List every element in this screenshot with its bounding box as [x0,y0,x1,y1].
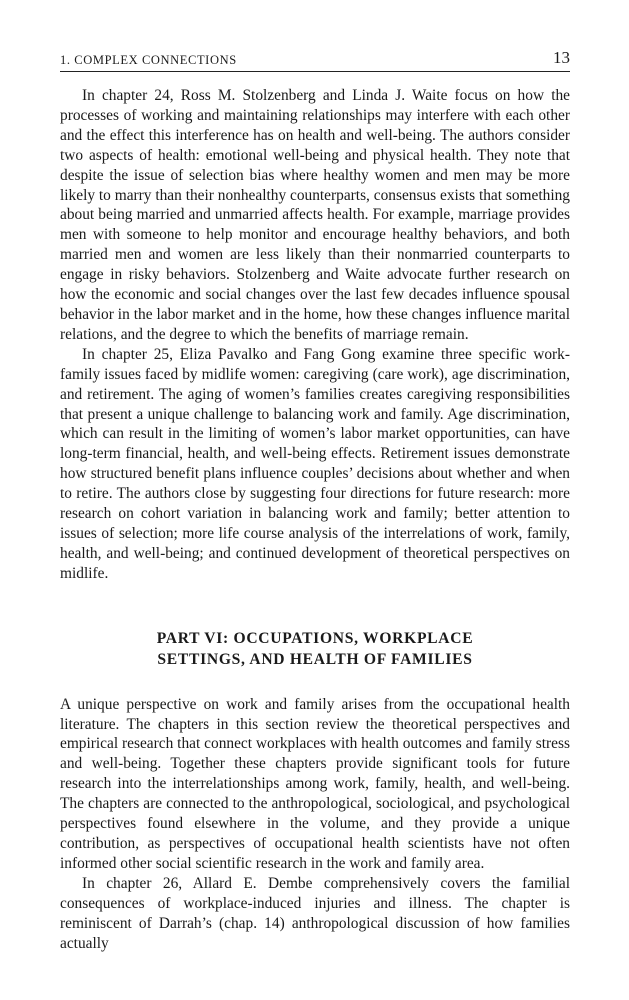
paragraph-chapter-25: In chapter 25, Eliza Pavalko and Fang Gong examine three specific work-family issues faced by midlife women: caregiving (care work), age discrimination, and retirement. The aging of women’s families creates caregiving responsibilities that present a unique challenge to balancing work and family. Age discrimination, which can result in the limiting of women’s labor market opportunities, can have long-term financial, health, and well-being effects. Retirement issues demonstrate how structured benefit plans influence couples’ decisions about whether and when to retire. The authors close by suggesting four directions for future research: more research on cohort variation in balancing work and family; better attention to issues of selection; more life course analysis of the interrelations of work, family, health, and well-being; and continued development of theoretical perspectives on midlife. [60,345,570,582]
paragraph-chapter-24: In chapter 24, Ross M. Stolzenberg and Linda J. Waite focus on how the processes of working and maintaining relationships may interfere with each other and the effect this interference has on health and well-being. The authors consider two aspects of health: emotional well-being and physical health. They note that despite the issue of selection bias where healthy women and men may be more likely to marry than their nonhealthy counterparts, consensus exists that something about being married and unmarried affects health. For example, marriage provides men with someone to help monitor and encourage healthy behaviors, and both married men and women are less likely than their nonmarried counterparts to engage in risky behaviors. Stolzenberg and Waite advocate further research on how the economic and social changes over the last few decades influence spousal behavior in the labor market and in the home, how these changes influence marital relations, and the degree to which the benefits of marriage remain. [60,87,570,343]
part-heading [60,628,570,670]
running-head-section-title: 1. COMPLEX CONNECTIONS [60,53,237,67]
page-number: 13 [553,48,570,67]
part-heading-line-2: SETTINGS, AND HEALTH OF FAMILIES [157,650,473,668]
paragraph-chapter-26: In chapter 26, Allard E. Dembe comprehensively covers the familial consequences of workplace-induced injuries and illness. The chapter is reminiscent of Darrah’s (chap. 14) anthropological discussion of how families actually [60,874,570,952]
body-text-before-heading [60,86,570,584]
part-heading-line-1: PART VI: OCCUPATIONS, WORKPLACE [156,629,474,647]
running-head [60,48,570,72]
body-text-after-heading [60,695,570,954]
paragraph-part-intro: A unique perspective on work and family arises from the occupational health literature. The chapters in this section review the theoretical perspectives and empirical research that connect workplaces with health outcomes and family stress and well-being. Together these chapters provide significant tools for future research into the interrelationships among work, family, health, and well-being. The chapters are connected to the anthropological, sociological, and psychological perspectives found elsewhere in the volume, and they provide a unique contribution, as perspectives of occupational health scientists have not often informed other social scientific research in the work and family area. [60,695,570,872]
document-page [60,48,570,953]
